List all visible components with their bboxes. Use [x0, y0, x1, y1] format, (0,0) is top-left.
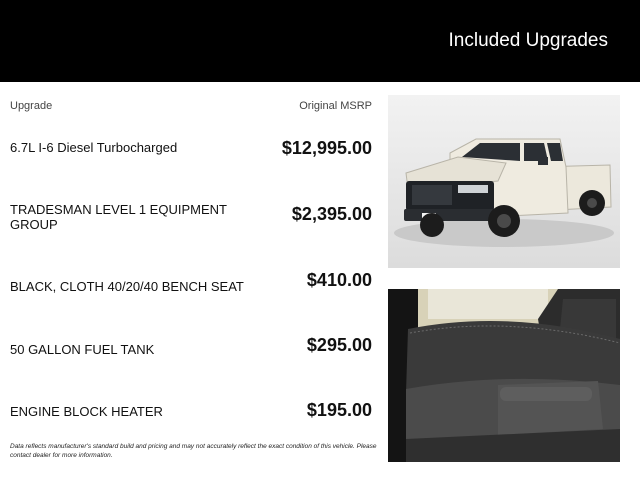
upgrade-price: $295.00 [306, 335, 372, 355]
column-header-upgrade: Upgrade [10, 100, 53, 112]
upgrade-row [10, 270, 372, 330]
seat-photo [388, 289, 620, 462]
disclaimer-text: Data reflects manufacturer's standard build and pricing and may not accurately reflect the exact condition of this vehicle. Please contact dealer for more information. [10, 443, 377, 459]
upgrade-price: $2,395.00 [291, 204, 372, 224]
upgrade-price: $12,995.00 [281, 138, 372, 158]
upgrade-name: ENGINE BLOCK HEATER [10, 404, 163, 419]
page-title: Included Upgrades [448, 30, 608, 51]
upgrade-name: TRADESMAN LEVEL 1 EQUIPMENT GROUP [10, 202, 227, 232]
upgrade-name: BLACK, CLOTH 40/20/40 BENCH SEAT [10, 279, 244, 294]
upgrade-price: $195.00 [306, 400, 372, 420]
upgrade-row [10, 138, 372, 198]
upgrade-name: 6.7L I-6 Diesel Turbocharged [10, 140, 178, 155]
upgrade-row [10, 201, 372, 261]
header-banner [0, 0, 640, 82]
upgrade-row [10, 335, 372, 395]
upgrade-price: $410.00 [306, 270, 372, 290]
truck-photo [388, 95, 620, 268]
column-header-msrp: Original MSRP [299, 100, 372, 112]
upgrade-name: 50 GALLON FUEL TANK [10, 342, 155, 357]
